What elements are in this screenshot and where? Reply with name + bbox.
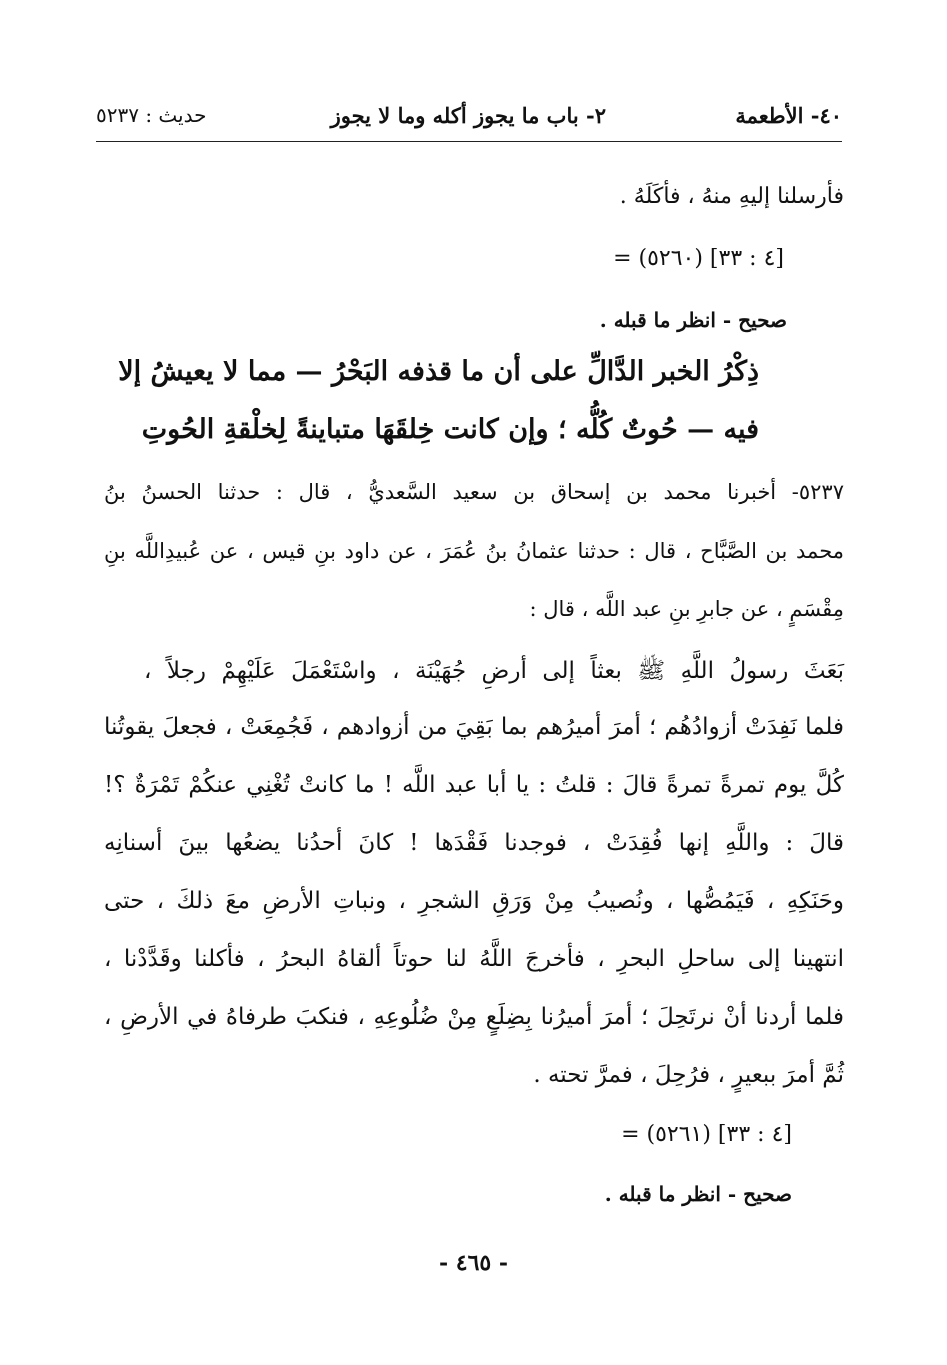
page-number: - ٤٦٥ -	[438, 1250, 509, 1276]
hadith-text-line: وحَنَكِهِ ، فَيَمُصُّها ، ونُصيبُ مِنْ وَرَقِ الشجرِ ، ونباتِ الأرضِ معَ ذلكَ ، حتى	[104, 888, 844, 914]
isnad-line: ٥٢٣٧- أخبرنا محمد بن إسحاق بن سعيد السَّعديُّ ، قال : حدثنا الحسنُ بنُ	[104, 480, 844, 504]
hadith-text-line: انتهينا إلى ساحلِ البحرِ ، فأخرجَ اللَّهُ لنا حوتاً ألقاهُ البحرُ ، فأكلنا وقَدَّدْنا ،	[104, 946, 844, 972]
hadith-text-line: كُلَّ يوم تمرةً تمرةً قالَ : قلتُ : يا أبا عبد اللَّه ! ما كانتْ تُغْنِي عنكُمْ تَمْرَةٌ ؟!	[104, 772, 844, 798]
prev-hadith-text-end: فأرسلنا إليهِ منهُ ، فأكَلَهُ .	[619, 184, 844, 209]
hadith-text-line: بَعَثَ رسولُ اللَّهِ ﷺ بعثاً إلى أرضِ جُهَيْنَة ، واسْتَعْمَلَ عَلَيْهِمْ رجلاً ،	[144, 658, 844, 684]
hadith-grade: صحيح - انظر ما قبله .	[604, 1182, 792, 1206]
hadith-text-line: قالَ : واللَّهِ إنها فُقِدَتْ ، فوجدنا فَقْدَها ! كانَ أحدُنا يضعُها بينَ أسنانِه	[104, 830, 844, 856]
hadith-reference: = (٥٢٦١) [٤ : ٣٣]	[621, 1122, 792, 1147]
isnad-line: مِقْسَمٍ ، عن جابرِ بنِ عبد اللَّه ، قال :	[529, 597, 844, 621]
hadith-text-line: فلما نَفِدَتْ أزوادُهُم ؛ أمرَ أميرُهم بما بَقِيَ من أزوادهم ، فَجُمِعَتْ ، فجعلَ يقوتُنا	[104, 714, 844, 740]
prev-hadith-grade: صحيح - انظر ما قبله .	[599, 308, 787, 332]
prev-hadith-reference: = (٥٢٦٠) [٤ : ٣٣]	[613, 246, 784, 271]
hadith-number-label: حديث : ٥٢٣٧	[96, 103, 207, 127]
header-divider	[96, 141, 842, 142]
section-heading-line: ذِكْرُ الخبر الدَّالِّ على أن ما قذفه البَحْرُ — مما لا يعيشُ إلا	[118, 356, 759, 387]
section-heading-line: فيه — حُوتٌ كُلُّه ؛ وإن كانت خِلقَهَا متباينةً لِخلْقةِ الحُوتِ	[141, 414, 759, 445]
hadith-text-line: فلما أردنا أنْ نرتَحِلَ ؛ أمرَ أميرُنا بِضِلَعٍ مِنْ ضُلُوعِهِ ، فنكبَ طرفاهُ في الأرضِ ،	[104, 1004, 844, 1030]
isnad-line: محمد بن الصَّبَّاح ، قال : حدثنا عثمانُ بنُ عُمَرَ ، عن داود بنِ قيس ، عن عُبيدِاللَّه بنِ	[104, 539, 844, 563]
running-header	[96, 95, 842, 135]
book-title: ٤٠- الأطعمة	[735, 103, 842, 128]
chapter-title: ٢- باب ما يجوز أكله وما لا يجوز	[330, 103, 606, 128]
hadith-text-line: ثُمَّ أمرَ ببعيرٍ ، فرُحِلَ ، فمرَّ تحته .	[533, 1062, 844, 1088]
